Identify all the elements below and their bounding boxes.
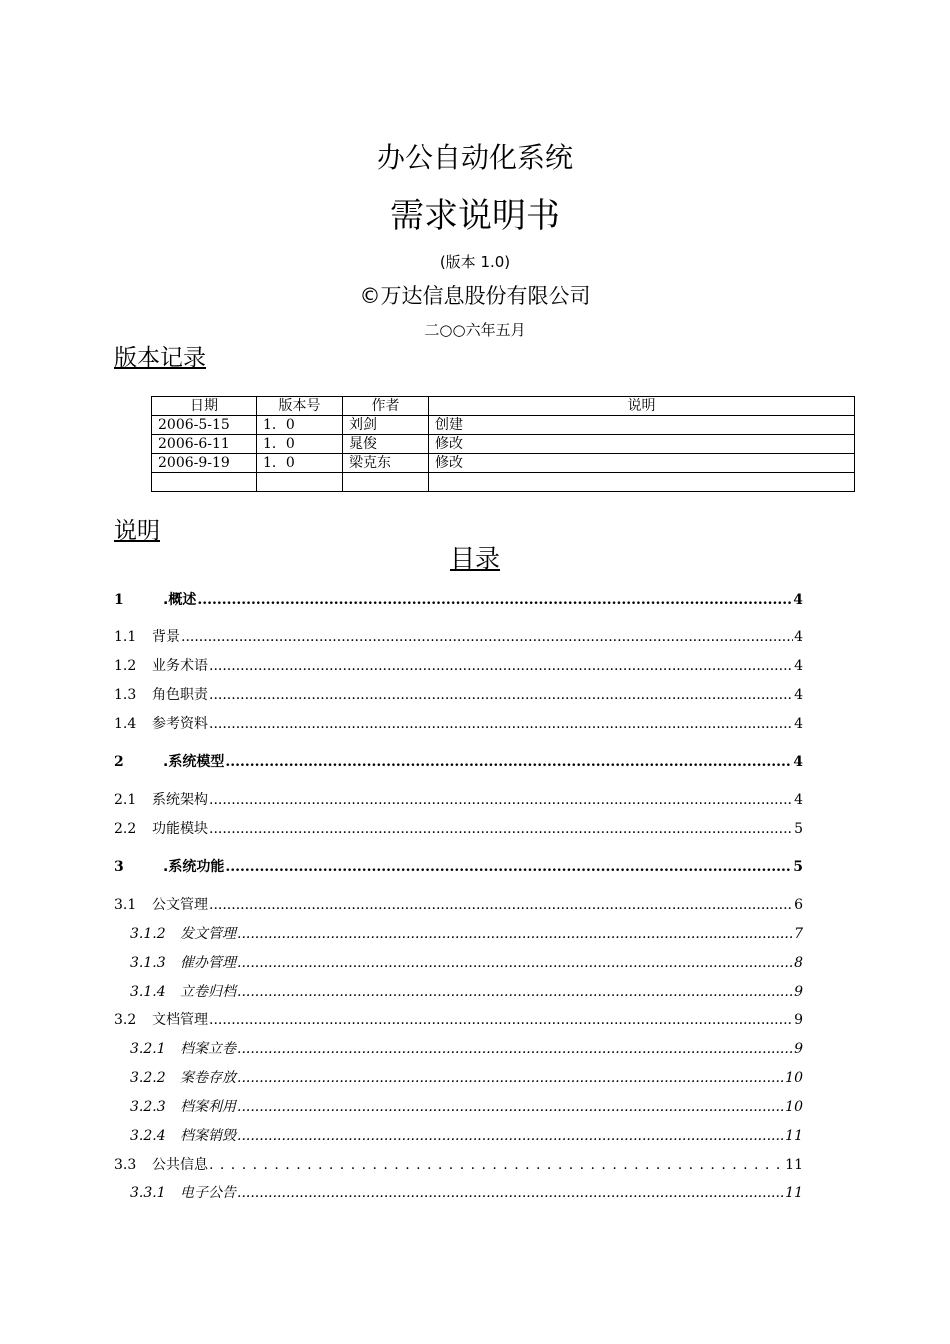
toc-page: 11 (785, 1185, 803, 1201)
toc-page: 4 (793, 754, 803, 770)
toc-title-text: .系统模型 (163, 754, 225, 770)
document-title: 办公自动化系统 (376, 141, 573, 174)
toc-entry[interactable] (114, 818, 803, 838)
toc-leader (209, 1011, 793, 1029)
toc-title: 目录 (449, 544, 500, 573)
toc-title-text: .系统功能 (163, 859, 225, 875)
toc-entry[interactable] (114, 952, 803, 972)
column-header-version: 版本号 (257, 397, 343, 416)
toc-number: 3.3 (114, 1157, 137, 1173)
toc-number: 3.1.4 (130, 984, 166, 1000)
toc-title-text: 功能模块 (152, 821, 208, 837)
cell-note: 修改 (429, 454, 855, 473)
description-heading: 说明 (114, 518, 160, 544)
toc-entry[interactable] (114, 1038, 803, 1058)
toc-leader (181, 628, 793, 646)
toc-title-text: 文档管理 (152, 1012, 208, 1028)
toc-entry[interactable] (114, 1096, 803, 1116)
toc-leader (209, 657, 793, 675)
toc-page: 9 (794, 1041, 803, 1057)
toc-title-text: .概述 (163, 592, 197, 608)
toc-number: 3 (114, 859, 124, 875)
table-row (152, 416, 855, 435)
toc-entry[interactable] (114, 894, 803, 914)
toc-title-text: 档案利用 (180, 1099, 236, 1115)
toc-entry[interactable] (114, 856, 803, 876)
toc-title-text: 发文管理 (180, 926, 236, 942)
version-record-heading: 版本记录 (114, 345, 206, 371)
toc-entry[interactable] (114, 1182, 803, 1202)
toc-entry[interactable] (114, 626, 803, 646)
toc-page: 11 (785, 1128, 803, 1144)
toc-page: 4 (793, 592, 803, 608)
company-name: ©万达信息股份有限公司 (359, 284, 591, 308)
toc-number: 3.2.4 (130, 1128, 166, 1144)
toc-page: 4 (794, 629, 803, 645)
toc-title-text: 背景 (152, 629, 180, 645)
toc-page: 11 (785, 1157, 803, 1173)
toc-leader (237, 1098, 784, 1116)
table-row (152, 473, 855, 492)
toc-leader (225, 753, 792, 771)
toc-leader (209, 896, 793, 914)
toc-page: 8 (794, 955, 803, 971)
toc-page: 10 (785, 1099, 803, 1115)
toc-number: 1.2 (114, 658, 137, 674)
toc-entry[interactable] (114, 713, 803, 733)
toc-leader (209, 791, 793, 809)
cell-date: 2006-6-11 (152, 435, 257, 454)
cell-note: 修改 (429, 435, 855, 454)
toc-leader (237, 983, 793, 1001)
toc-number: 3.2.3 (130, 1099, 166, 1115)
toc-page: 10 (785, 1070, 803, 1086)
cell-version: 1．0 (257, 416, 343, 435)
column-header-date: 日期 (152, 397, 257, 416)
toc-number: 2.1 (114, 792, 137, 808)
toc-entry[interactable] (114, 655, 803, 675)
toc-number: 3.3.1 (130, 1185, 166, 1201)
cell-version: 1．0 (257, 435, 343, 454)
toc-title-text: 业务术语 (152, 658, 208, 674)
toc-leader (237, 925, 793, 943)
table-row (152, 454, 855, 473)
cell-note (429, 473, 855, 492)
toc-page: 5 (794, 821, 803, 837)
version-table (151, 396, 855, 492)
toc-entry[interactable] (114, 1125, 803, 1145)
toc-page: 6 (794, 897, 803, 913)
toc-entry[interactable] (114, 1067, 803, 1087)
toc-title-text: 公共信息 (152, 1157, 208, 1173)
toc-entry[interactable] (114, 789, 803, 809)
cell-version (257, 473, 343, 492)
toc-leader (209, 1156, 784, 1174)
toc-leader (209, 686, 793, 704)
toc-page: 9 (794, 1012, 803, 1028)
toc-number: 3.2 (114, 1012, 137, 1028)
toc-leader (209, 820, 793, 838)
toc-number: 3.1 (114, 897, 137, 913)
cell-author: 晁俊 (343, 435, 429, 454)
document-date: 二○○六年五月 (424, 321, 526, 339)
column-header-note: 说明 (429, 397, 855, 416)
cell-date: 2006-5-15 (152, 416, 257, 435)
toc-title-text: 参考资料 (152, 716, 208, 732)
cell-date (152, 473, 257, 492)
toc-number: 3.2.2 (130, 1070, 166, 1086)
cell-author: 梁克东 (343, 454, 429, 473)
toc-title-text: 立卷归档 (180, 984, 236, 1000)
toc-number: 3.2.1 (130, 1041, 166, 1057)
toc-title-text: 角色职责 (152, 687, 208, 703)
cell-author: 刘剑 (343, 416, 429, 435)
toc-leader (237, 1184, 784, 1202)
cell-note: 创建 (429, 416, 855, 435)
toc-number: 2 (114, 754, 124, 770)
cell-author (343, 473, 429, 492)
toc-entry[interactable] (114, 751, 803, 771)
toc-number: 1.3 (114, 687, 137, 703)
toc-title-text: 催办管理 (180, 955, 236, 971)
toc-page: 4 (794, 792, 803, 808)
toc-entry[interactable] (114, 981, 803, 1001)
toc-title-text: 档案立卷 (180, 1041, 236, 1057)
toc-title-text: 案卷存放 (180, 1070, 236, 1086)
toc-leader (237, 1127, 784, 1145)
toc-entry[interactable] (114, 684, 803, 704)
version-note: (版本 1.0) (439, 253, 511, 271)
toc-page: 7 (794, 926, 803, 942)
toc-leader (197, 591, 792, 609)
cell-date: 2006-9-19 (152, 454, 257, 473)
toc-entry[interactable] (114, 1154, 803, 1174)
toc-number: 3.1.3 (130, 955, 166, 971)
toc-leader (209, 715, 793, 733)
toc-page: 4 (794, 658, 803, 674)
toc-entry[interactable] (114, 589, 803, 609)
toc-page: 4 (794, 716, 803, 732)
cell-version: 1．0 (257, 454, 343, 473)
toc-leader (237, 1069, 784, 1087)
document-subtitle: 需求说明书 (390, 196, 560, 236)
toc-leader (225, 858, 792, 876)
toc-entry[interactable] (114, 1009, 803, 1029)
toc-title-text: 公文管理 (152, 897, 208, 913)
toc-leader (237, 954, 793, 972)
toc-page: 5 (793, 859, 803, 875)
column-header-author: 作者 (343, 397, 429, 416)
toc-number: 3.1.2 (130, 926, 166, 942)
toc-page: 9 (794, 984, 803, 1000)
toc-title-text: 电子公告 (180, 1185, 236, 1201)
toc-leader (237, 1040, 793, 1058)
toc-number: 1.4 (114, 716, 137, 732)
toc-title-text: 档案销毁 (180, 1128, 236, 1144)
toc-title-text: 系统架构 (152, 792, 208, 808)
table-row (152, 435, 855, 454)
toc-number: 1 (114, 592, 124, 608)
toc-entry[interactable] (114, 923, 803, 943)
toc-number: 1.1 (114, 629, 137, 645)
version-table-header (152, 397, 855, 416)
toc-number: 2.2 (114, 821, 137, 837)
toc-page: 4 (794, 687, 803, 703)
